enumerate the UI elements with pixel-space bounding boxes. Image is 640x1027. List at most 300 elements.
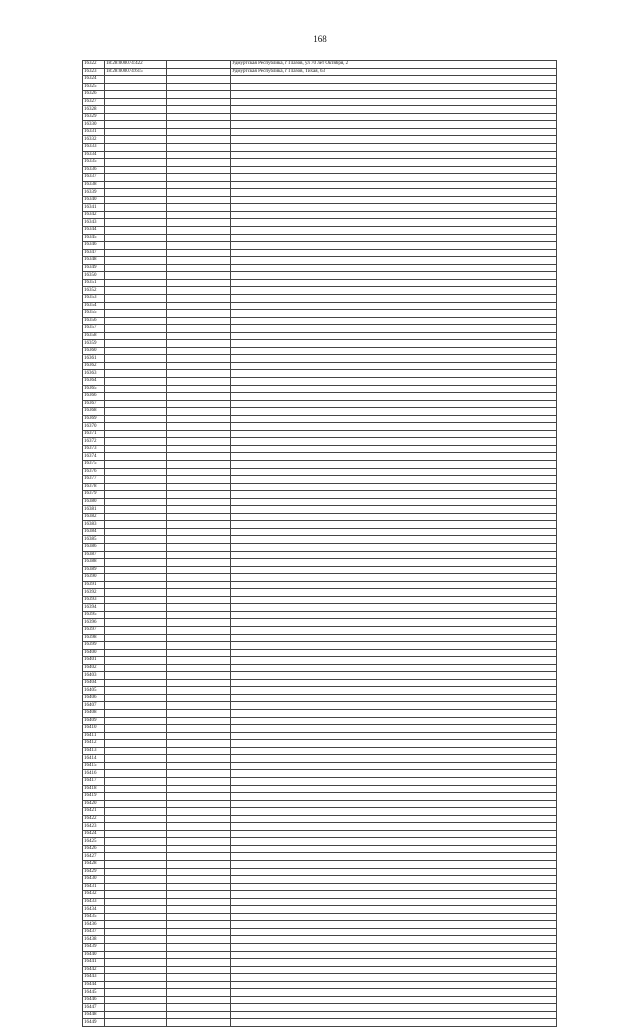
address-cell (231, 642, 557, 650)
address-cell (231, 242, 557, 250)
cadastral-number-cell (105, 611, 167, 619)
address-cell (231, 664, 557, 672)
table-row (83, 823, 557, 831)
row-id-cell: 16370 (83, 423, 105, 431)
address-cell (231, 83, 557, 91)
address-cell (231, 468, 557, 476)
table-row (83, 264, 557, 272)
cadastral-number-2-cell (167, 687, 231, 695)
row-id-cell: 16432 (83, 891, 105, 899)
row-id-cell: 16356 (83, 317, 105, 325)
cadastral-number-cell (105, 740, 167, 748)
table-row (83, 234, 557, 242)
table-row (83, 257, 557, 265)
row-id-cell: 16324 (83, 76, 105, 84)
cadastral-number-2-cell (167, 996, 231, 1004)
address-cell (231, 476, 557, 484)
cadastral-number-cell (105, 438, 167, 446)
address-cell (231, 340, 557, 348)
table-row (83, 121, 557, 129)
table-row (83, 966, 557, 974)
address-cell (231, 528, 557, 536)
address-cell (231, 196, 557, 204)
row-id-cell: 16323 (83, 68, 105, 76)
cadastral-number-cell (105, 159, 167, 167)
table-row (83, 589, 557, 597)
cadastral-number-2-cell (167, 166, 231, 174)
row-id-cell: 16349 (83, 264, 105, 272)
address-cell (231, 317, 557, 325)
table-row (83, 332, 557, 340)
cadastral-number-2-cell (167, 717, 231, 725)
cadastral-number-2-cell (167, 808, 231, 816)
table-row (83, 393, 557, 401)
table-row (83, 91, 557, 99)
cadastral-number-2-cell (167, 627, 231, 635)
row-id-cell: 16416 (83, 770, 105, 778)
cadastral-number-2-cell (167, 823, 231, 831)
address-cell (231, 483, 557, 491)
cadastral-number-2-cell (167, 544, 231, 552)
row-id-cell: 16355 (83, 310, 105, 318)
cadastral-number-cell (105, 619, 167, 627)
cadastral-number-2-cell (167, 189, 231, 197)
cadastral-number-cell (105, 921, 167, 929)
cadastral-number-2-cell (167, 128, 231, 136)
table-row (83, 460, 557, 468)
address-cell (231, 181, 557, 189)
cadastral-number-2-cell (167, 159, 231, 167)
address-cell (231, 710, 557, 718)
cadastral-number-cell (105, 679, 167, 687)
cadastral-number-cell (105, 823, 167, 831)
cadastral-number-cell (105, 762, 167, 770)
row-id-cell: 16376 (83, 468, 105, 476)
table-row (83, 476, 557, 484)
table-row (83, 294, 557, 302)
cadastral-number-cell (105, 513, 167, 521)
cadastral-number-2-cell (167, 408, 231, 416)
table-row (83, 438, 557, 446)
row-id-cell: 16398 (83, 634, 105, 642)
row-id-cell: 16443 (83, 974, 105, 982)
row-id-cell: 16390 (83, 574, 105, 582)
cadastral-number-2-cell (167, 755, 231, 763)
address-cell (231, 415, 557, 423)
address-cell (231, 868, 557, 876)
address-cell (231, 936, 557, 944)
row-id-cell: 16373 (83, 445, 105, 453)
cadastral-number-2-cell (167, 604, 231, 612)
address-cell (231, 136, 557, 144)
cadastral-number-cell (105, 687, 167, 695)
table-row (83, 362, 557, 370)
cadastral-number-cell (105, 211, 167, 219)
cadastral-number-2-cell (167, 415, 231, 423)
row-id-cell: 16350 (83, 272, 105, 280)
row-id-cell: 16374 (83, 453, 105, 461)
cadastral-number-2-cell (167, 61, 231, 69)
address-cell (231, 619, 557, 627)
table-row (83, 68, 557, 76)
cadastral-number-cell (105, 1004, 167, 1012)
cadastral-number-cell (105, 257, 167, 265)
cadastral-number-cell: 18:28:000074:422 (105, 61, 167, 69)
cadastral-number-2-cell (167, 498, 231, 506)
cadastral-number-cell (105, 468, 167, 476)
cadastral-number-cell (105, 891, 167, 899)
address-cell (231, 287, 557, 295)
cadastral-number-cell (105, 800, 167, 808)
cadastral-number-2-cell (167, 815, 231, 823)
table-row (83, 445, 557, 453)
cadastral-number-2-cell (167, 702, 231, 710)
address-cell (231, 536, 557, 544)
row-id-cell: 16377 (83, 476, 105, 484)
cadastral-number-2-cell (167, 279, 231, 287)
address-cell: Удмуртская Республика, г Глазов, ул 70 лет Октября, 2 (231, 61, 557, 69)
address-cell (231, 823, 557, 831)
cadastral-number-2-cell (167, 566, 231, 574)
cadastral-number-2-cell (167, 264, 231, 272)
table-row (83, 951, 557, 959)
address-cell (231, 672, 557, 680)
row-id-cell: 16424 (83, 830, 105, 838)
row-id-cell: 16392 (83, 589, 105, 597)
table-row (83, 634, 557, 642)
table-row (83, 498, 557, 506)
cadastral-number-cell (105, 906, 167, 914)
cadastral-number-cell (105, 506, 167, 514)
cadastral-number-2-cell (167, 1011, 231, 1019)
table-row (83, 415, 557, 423)
row-id-cell: 16407 (83, 702, 105, 710)
row-id-cell: 16389 (83, 566, 105, 574)
cadastral-number-cell (105, 460, 167, 468)
row-id-cell: 16397 (83, 627, 105, 635)
cadastral-number-cell (105, 883, 167, 891)
address-cell (231, 219, 557, 227)
address-cell (231, 747, 557, 755)
address-cell (231, 113, 557, 121)
address-cell (231, 513, 557, 521)
table-row (83, 219, 557, 227)
row-id-cell: 16345 (83, 234, 105, 242)
cadastral-number-cell (105, 717, 167, 725)
cadastral-number-cell (105, 793, 167, 801)
cadastral-number-cell (105, 136, 167, 144)
cadastral-number-2-cell (167, 785, 231, 793)
table-row (83, 551, 557, 559)
cadastral-number-2-cell (167, 121, 231, 129)
table-row (83, 166, 557, 174)
address-cell (231, 377, 557, 385)
cadastral-number-2-cell (167, 287, 231, 295)
cadastral-number-cell (105, 770, 167, 778)
row-id-cell: 16353 (83, 294, 105, 302)
table-row (83, 521, 557, 529)
row-id-cell: 16408 (83, 710, 105, 718)
address-cell (231, 876, 557, 884)
address-cell (231, 755, 557, 763)
cadastral-number-2-cell (167, 838, 231, 846)
table-row (83, 845, 557, 853)
address-cell (231, 853, 557, 861)
address-cell (231, 845, 557, 853)
cadastral-number-2-cell (167, 574, 231, 582)
row-id-cell: 16418 (83, 785, 105, 793)
table-row (83, 785, 557, 793)
cadastral-number-2-cell (167, 219, 231, 227)
address-cell (231, 800, 557, 808)
cadastral-number-cell (105, 536, 167, 544)
table-row (83, 400, 557, 408)
row-id-cell: 16429 (83, 868, 105, 876)
cadastral-number-cell (105, 174, 167, 182)
cadastral-number-2-cell (167, 762, 231, 770)
address-cell (231, 717, 557, 725)
cadastral-number-cell (105, 272, 167, 280)
row-id-cell: 16405 (83, 687, 105, 695)
row-id-cell: 16399 (83, 642, 105, 650)
row-id-cell: 16386 (83, 544, 105, 552)
row-id-cell: 16348 (83, 257, 105, 265)
table-row (83, 581, 557, 589)
address-cell (231, 830, 557, 838)
address-cell (231, 310, 557, 318)
cadastral-number-2-cell (167, 913, 231, 921)
cadastral-number-2-cell (167, 740, 231, 748)
row-id-cell: 16332 (83, 136, 105, 144)
row-id-cell: 16361 (83, 355, 105, 363)
table-row (83, 808, 557, 816)
cadastral-number-cell (105, 400, 167, 408)
cadastral-number-cell (105, 385, 167, 393)
address-cell (231, 385, 557, 393)
table-row (83, 483, 557, 491)
row-id-cell: 16426 (83, 845, 105, 853)
address-cell (231, 325, 557, 333)
table-row (83, 408, 557, 416)
address-cell (231, 234, 557, 242)
cadastral-number-cell (105, 91, 167, 99)
cadastral-number-2-cell (167, 483, 231, 491)
address-cell (231, 649, 557, 657)
table-row (83, 747, 557, 755)
cadastral-number-2-cell (167, 393, 231, 401)
table-row (83, 272, 557, 280)
cadastral-number-cell (105, 710, 167, 718)
address-cell (231, 174, 557, 182)
cadastral-number-2-cell (167, 106, 231, 114)
cadastral-number-cell (105, 294, 167, 302)
cadastral-number-2-cell (167, 876, 231, 884)
cadastral-number-cell (105, 144, 167, 152)
table-row (83, 762, 557, 770)
address-cell (231, 679, 557, 687)
address-cell (231, 460, 557, 468)
cadastral-number-cell (105, 521, 167, 529)
address-cell (231, 740, 557, 748)
table-row (83, 196, 557, 204)
address-cell (231, 770, 557, 778)
cadastral-number-cell (105, 377, 167, 385)
address-cell (231, 521, 557, 529)
row-id-cell: 16387 (83, 551, 105, 559)
address-cell (231, 128, 557, 136)
row-id-cell: 16435 (83, 913, 105, 921)
table-row (83, 136, 557, 144)
row-id-cell: 16447 (83, 1004, 105, 1012)
cadastral-number-2-cell (167, 521, 231, 529)
cadastral-number-cell (105, 966, 167, 974)
row-id-cell: 16360 (83, 347, 105, 355)
table-row (83, 1004, 557, 1012)
cadastral-number-cell (105, 453, 167, 461)
cadastral-number-2-cell (167, 928, 231, 936)
cadastral-number-2-cell (167, 589, 231, 597)
cadastral-number-2-cell (167, 596, 231, 604)
address-cell (231, 332, 557, 340)
address-cell (231, 959, 557, 967)
address-cell (231, 634, 557, 642)
cadastral-number-2-cell (167, 83, 231, 91)
table-row (83, 287, 557, 295)
address-cell (231, 883, 557, 891)
cadastral-number-cell (105, 657, 167, 665)
table-row (83, 249, 557, 257)
address-cell (231, 627, 557, 635)
cadastral-number-2-cell (167, 325, 231, 333)
table-row (83, 830, 557, 838)
table-row (83, 98, 557, 106)
cadastral-number-cell (105, 423, 167, 431)
table-row (83, 491, 557, 499)
table-row (83, 996, 557, 1004)
cadastral-number-2-cell (167, 619, 231, 627)
cadastral-number-2-cell (167, 317, 231, 325)
row-id-cell: 16431 (83, 883, 105, 891)
cadastral-number-cell (105, 106, 167, 114)
cadastral-number-cell (105, 189, 167, 197)
row-id-cell: 16423 (83, 823, 105, 831)
cadastral-number-cell (105, 332, 167, 340)
cadastral-number-cell (105, 544, 167, 552)
row-id-cell: 16371 (83, 430, 105, 438)
registry-body (83, 61, 557, 1027)
table-row (83, 76, 557, 84)
address-cell (231, 793, 557, 801)
row-id-cell: 16364 (83, 377, 105, 385)
address-cell (231, 249, 557, 257)
table-row (83, 921, 557, 929)
row-id-cell: 16422 (83, 815, 105, 823)
row-id-cell: 16369 (83, 415, 105, 423)
table-row (83, 664, 557, 672)
row-id-cell: 16343 (83, 219, 105, 227)
row-id-cell: 16441 (83, 959, 105, 967)
cadastral-number-2-cell (167, 793, 231, 801)
row-id-cell: 16427 (83, 853, 105, 861)
cadastral-number-2-cell (167, 257, 231, 265)
address-cell (231, 694, 557, 702)
row-id-cell: 16406 (83, 694, 105, 702)
address-cell (231, 785, 557, 793)
cadastral-number-cell (105, 853, 167, 861)
cadastral-number-2-cell (167, 272, 231, 280)
cadastral-number-cell (105, 76, 167, 84)
row-id-cell: 16413 (83, 747, 105, 755)
row-id-cell: 16379 (83, 491, 105, 499)
cadastral-number-2-cell (167, 830, 231, 838)
address-cell (231, 732, 557, 740)
table-row (83, 113, 557, 121)
page-number: 168 (313, 34, 327, 44)
cadastral-number-2-cell (167, 174, 231, 182)
address-cell (231, 808, 557, 816)
cadastral-number-2-cell (167, 234, 231, 242)
cadastral-number-cell (105, 996, 167, 1004)
table-row (83, 370, 557, 378)
cadastral-number-2-cell (167, 468, 231, 476)
address-cell (231, 951, 557, 959)
cadastral-number-cell (105, 574, 167, 582)
address-cell (231, 362, 557, 370)
address-cell (231, 777, 557, 785)
row-id-cell: 16367 (83, 400, 105, 408)
row-id-cell: 16341 (83, 204, 105, 212)
table-row (83, 385, 557, 393)
cadastral-number-2-cell (167, 423, 231, 431)
address-cell (231, 498, 557, 506)
table-row (83, 128, 557, 136)
cadastral-number-cell (105, 166, 167, 174)
address-cell (231, 438, 557, 446)
cadastral-number-cell (105, 913, 167, 921)
cadastral-number-cell (105, 242, 167, 250)
table-row (83, 732, 557, 740)
table-row (83, 596, 557, 604)
row-id-cell: 16334 (83, 151, 105, 159)
cadastral-number-cell (105, 672, 167, 680)
cadastral-number-cell (105, 317, 167, 325)
cadastral-number-cell (105, 83, 167, 91)
address-cell (231, 544, 557, 552)
cadastral-number-cell (105, 876, 167, 884)
address-cell (231, 453, 557, 461)
row-id-cell: 16384 (83, 528, 105, 536)
table-row (83, 355, 557, 363)
address-cell (231, 370, 557, 378)
row-id-cell: 16445 (83, 989, 105, 997)
cadastral-number-cell (105, 815, 167, 823)
cadastral-number-2-cell (167, 921, 231, 929)
cadastral-number-2-cell (167, 310, 231, 318)
address-cell (231, 1004, 557, 1012)
row-id-cell: 16352 (83, 287, 105, 295)
cadastral-number-2-cell (167, 732, 231, 740)
cadastral-number-cell (105, 989, 167, 997)
address-cell (231, 98, 557, 106)
row-id-cell: 16344 (83, 227, 105, 235)
cadastral-number-2-cell (167, 347, 231, 355)
cadastral-number-2-cell (167, 974, 231, 982)
cadastral-number-2-cell (167, 943, 231, 951)
address-cell (231, 166, 557, 174)
cadastral-number-2-cell (167, 445, 231, 453)
cadastral-number-cell (105, 755, 167, 763)
cadastral-number-2-cell (167, 144, 231, 152)
